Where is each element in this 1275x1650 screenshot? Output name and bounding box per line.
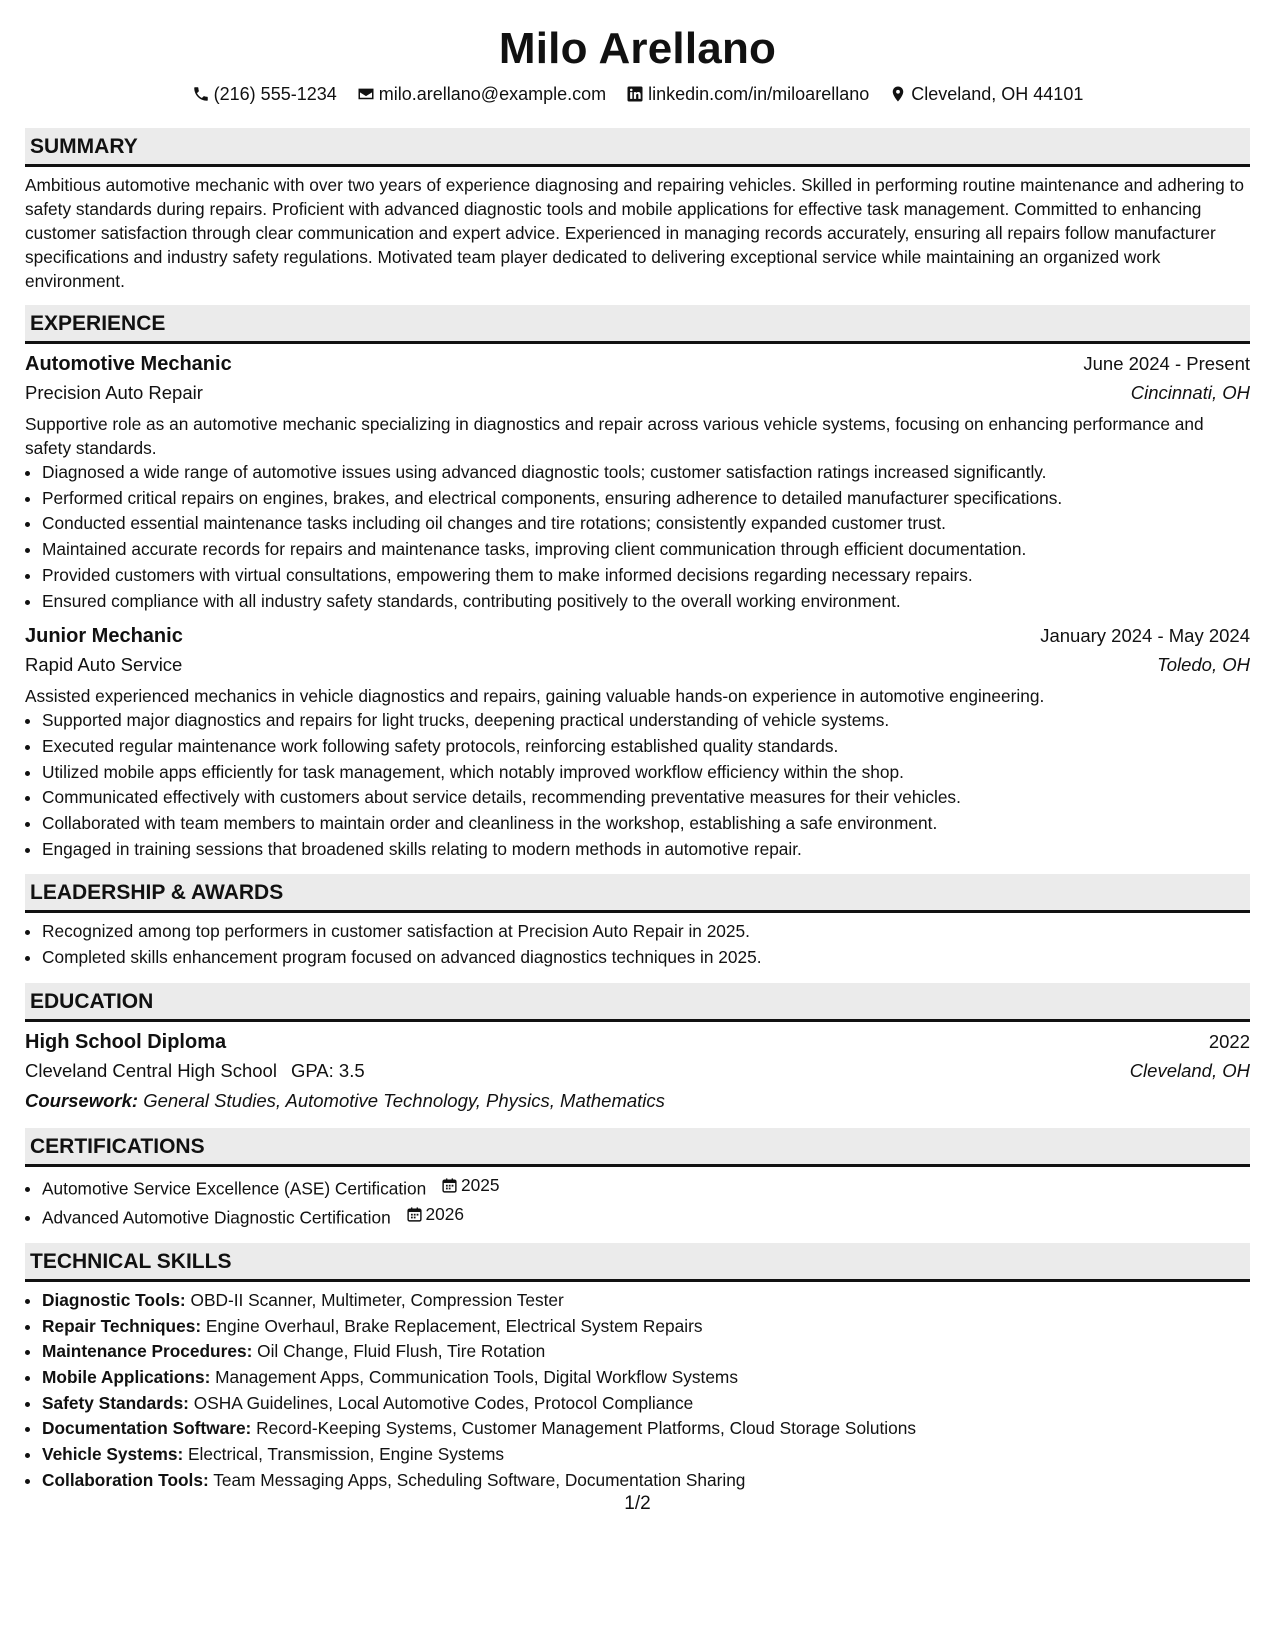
skill-category: Safety Standards: [42,1392,189,1413]
contact-phone[interactable] [192,82,337,106]
list-item: • Provided customers with virtual consultations, empowering them to make informed decisions regarding necessary repairs. [42,563,1250,589]
certification-year: 2026 [425,1203,464,1224]
skill-category: Vehicle Systems: [42,1444,184,1465]
list-item: • Performed critical repairs on engines, brakes, and electrical components, ensuring adherence to detailed manufacturer specifications. [42,486,1250,512]
skill-category: Mobile Applications: [42,1367,211,1388]
job-entry [25,350,1250,614]
awards-list [25,919,1250,970]
education-section [25,983,1250,1116]
section-heading: EDUCATION [25,983,1250,1022]
certification-name: Automotive Service Excellence (ASE) Certification [42,1178,427,1199]
coursework [25,1086,1250,1116]
company-name: Precision Auto Repair [25,382,203,403]
calendar-icon [406,1206,423,1223]
skill-category: Repair Techniques: [42,1315,202,1336]
section-heading: TECHNICAL SKILLS [25,1243,1250,1282]
list-item: • Collaborated with team members to maintain order and cleanliness in the workshop, establishing a safe environment. [42,811,1250,837]
school-location: Cleveland, OH [1129,1059,1250,1081]
job-title: Automotive Mechanic [25,353,232,375]
list-item: • Diagnosed a wide range of automotive issues using advanced diagnostic tools; customer satisfaction ratings increased significantly. [42,460,1250,486]
list-item: • Engaged in training sessions that broadened skills relating to modern methods in automotive repair. [42,837,1250,863]
candidate-name: Milo Arellano [498,24,777,73]
gpa: GPA: 3.5 [290,1059,365,1081]
list-item: • Recognized among top performers in customer satisfaction at Precision Auto Repair in 2025. [42,919,1250,945]
job-description: Assisted experienced mechanics in vehicle diagnostics and repairs, gaining valuable hands-on experience in automotive engineering. [25,686,1045,707]
list-item: • Maintained accurate records for repairs and maintenance tasks, improving client communication through efficient documentation. [42,537,1250,563]
list-item [42,1365,1250,1391]
skill-category: Collaboration Tools: [42,1469,209,1490]
contact-location [889,82,1083,106]
job-title: Junior Mechanic [25,625,183,648]
location-text: Cleveland, OH 44101 [911,84,1084,104]
skill-category: Diagnostic Tools: [42,1289,186,1310]
school-name: Cleveland Central High School [25,1059,277,1081]
list-item: • Supported major diagnostics and repairs for light trucks, deepening practical understanding of vehicle systems. [42,708,1250,734]
list-item [42,1468,1250,1494]
skill-values: Record-Keeping Systems, Customer Management Platforms, Cloud Storage Solutions [256,1418,917,1439]
linkedin-icon [626,85,644,103]
certifications-list [25,1173,1250,1231]
job-location: Cincinnati, OH [1130,382,1250,403]
skill-values: Team Messaging Apps, Scheduling Software, Documentation Sharing [213,1469,746,1490]
list-item [42,1442,1250,1468]
experience-section [25,305,1250,862]
job-bullets [25,460,1250,614]
summary-text: Ambitious automotive mechanic with over two years of experience diagnosing and repairing vehicles. Skilled in performing routine maintenance and adhering to safety standards during repairs. Proficient with advanced diagnostic tools and mobile applications for effective task management. Committed to enhancing customer satisfaction through clear communication and expert advice. Experienced in managing records accurately, ensuring all repairs follow manufacturer specifications and industry safety regulations. Motivated team player dedicated to delivering exceptional service while maintaining an organized work environment. [25,175,1245,291]
list-item: • Completed skills enhancement program focused on advanced diagnostics techniques in 2025. [42,945,1250,971]
contact-bar [25,82,1250,106]
degree: High School Diploma [25,1030,227,1053]
list-item [42,1173,1250,1202]
list-item [42,1288,1250,1314]
email-text: milo.arellano@example.com [378,84,607,104]
skill-values: Electrical, Transmission, Engine Systems [188,1444,505,1465]
section-heading: LEADERSHIP & AWARDS [25,874,1250,913]
list-item: • Executed regular maintenance work following safety protocols, reinforcing established quality standards. [42,734,1250,760]
certifications-section [25,1128,1250,1231]
job-entry [25,622,1250,862]
skill-category: Documentation Software: [42,1418,252,1439]
skill-values: Oil Change, Fluid Flush, Tire Rotation [257,1341,546,1362]
job-dates: June 2024 - Present [1083,353,1250,374]
map-pin-icon [889,85,907,103]
list-item: • Conducted essential maintenance tasks including oil changes and tire rotations; consistently expanded customer trust. [42,511,1250,537]
coursework-list: General Studies, Automotive Technology, Physics, Mathematics [143,1089,665,1111]
section-heading: CERTIFICATIONS [25,1128,1250,1167]
skill-values: OSHA Guidelines, Local Automotive Codes, Protocol Compliance [193,1392,694,1413]
job-dates: January 2024 - May 2024 [1040,625,1250,647]
list-item: • Utilized mobile apps efficiently for task management, which notably improved workflow efficiency within the shop. [42,760,1250,786]
certification-year: 2025 [461,1174,500,1195]
leadership-section [25,874,1250,970]
phone-icon [192,85,210,103]
skill-values: Engine Overhaul, Brake Replacement, Electrical System Repairs [205,1315,703,1336]
job-bullets [25,708,1250,862]
list-item: • Ensured compliance with all industry safety standards, contributing positively to the overall working environment. [42,589,1250,615]
job-description: Supportive role as an automotive mechanic specializing in diagnostics and repair across various vehicle systems, focusing on enhancing performance and safety standards. [25,414,1204,458]
list-item: • Communicated effectively with customers about service details, recommending preventative measures for their vehicles. [42,785,1250,811]
skill-category: Maintenance Procedures: [42,1341,253,1362]
list-item [42,1416,1250,1442]
contact-email[interactable] [357,82,606,106]
skills-section [25,1243,1250,1494]
summary-section [25,128,1250,293]
skill-values: OBD-II Scanner, Multimeter, Compression Tester [190,1289,564,1310]
list-item [42,1314,1250,1340]
graduation-year: 2022 [1208,1030,1250,1052]
list-item [42,1391,1250,1417]
envelope-icon [357,85,375,103]
section-heading: EXPERIENCE [25,305,1250,344]
page-number: 1/2 [624,1493,651,1514]
list-item [42,1202,1250,1231]
section-heading: SUMMARY [25,128,1250,167]
list-item [42,1339,1250,1365]
phone-text: (216) 555-1234 [213,84,337,104]
coursework-label: Coursework: [25,1089,139,1111]
job-location: Toledo, OH [1157,654,1250,676]
company-name: Rapid Auto Service [25,654,183,676]
calendar-icon [441,1177,458,1194]
certification-name: Advanced Automotive Diagnostic Certification [42,1207,391,1228]
contact-linkedin[interactable] [626,82,869,106]
skill-values: Management Apps, Communication Tools, Digital Workflow Systems [215,1367,738,1388]
skills-list [25,1288,1250,1494]
linkedin-text: linkedin.com/in/miloarellano [648,84,870,104]
